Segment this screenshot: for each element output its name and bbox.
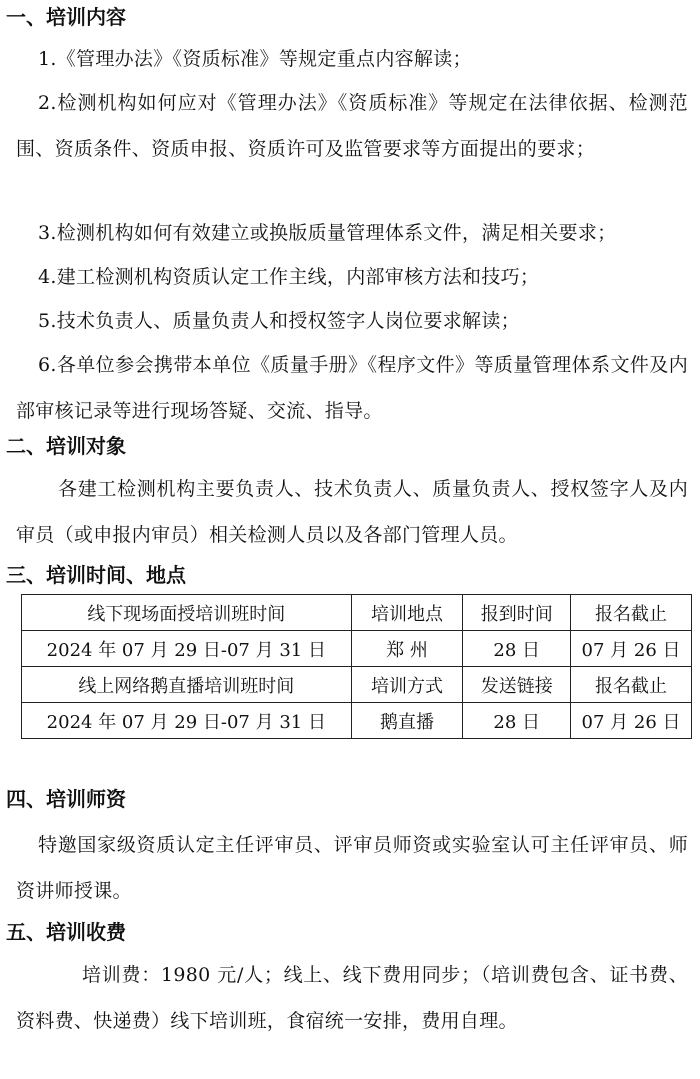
table-cell: 培训地点 xyxy=(351,595,463,631)
table-cell: 报到时间 xyxy=(463,595,571,631)
section-heading-training-fees: 五、培训收费 xyxy=(6,920,126,944)
table-cell: 培训方式 xyxy=(351,667,463,703)
content-item-2: 2.检测机构如何应对《管理办法》《资质标准》等规定在法律依据、检测范围、资质条件、资质申报、资质许可及监管要求等方面提出的要求； xyxy=(16,92,688,160)
content-item-3: 3.检测机构如何有效建立或换版质量管理体系文件，满足相关要求； xyxy=(38,222,617,244)
content-item-1: 1.《管理办法》《资质标准》等规定重点内容解读； xyxy=(38,48,472,70)
schedule-table xyxy=(21,594,692,739)
table-cell: 报名截止 xyxy=(571,667,692,703)
fees-text: 培训费：1980 元/人；线上、线下费用同步；（培训费包含、证书费、资料费、快递费）线下培训班，食宿统一安排，费用自理。 xyxy=(16,964,688,1032)
table-row xyxy=(22,631,692,667)
table-row xyxy=(22,667,692,703)
content-item-4: 4.建工检测机构资质认定工作主线，内部审核方法和技巧； xyxy=(38,266,540,288)
table-row xyxy=(22,595,692,631)
section-heading-training-content: 一、培训内容 xyxy=(6,5,126,29)
table-cell: 线下现场面授培训班时间 xyxy=(22,595,352,631)
table-cell: 2024 年 07 月 29 日-07 月 31 日 xyxy=(22,631,352,667)
table-cell: 28 日 xyxy=(463,703,571,739)
content-item-5: 5.技术负责人、质量负责人和授权签字人岗位要求解读； xyxy=(38,310,520,332)
table-cell: 07 月 26 日 xyxy=(571,703,692,739)
table-cell: 28 日 xyxy=(463,631,571,667)
content-item-6: 6.各单位参会携带本单位《质量手册》《程序文件》等质量管理体系文件及内部审核记录等进行现场答疑、交流、指导。 xyxy=(16,354,688,422)
table-row xyxy=(22,703,692,739)
table-cell: 发送链接 xyxy=(463,667,571,703)
section-heading-instructors: 四、培训师资 xyxy=(6,787,126,811)
table-cell: 线上网络鹅直播培训班时间 xyxy=(22,667,352,703)
section-heading-time-location: 三、培训时间、地点 xyxy=(6,563,186,587)
table-cell: 07 月 26 日 xyxy=(571,631,692,667)
table-cell: 郑 州 xyxy=(351,631,463,667)
instructors-text: 特邀国家级资质认定主任评审员、评审员师资或实验室认可主任评审员、师资讲师授课。 xyxy=(16,834,688,902)
section-heading-training-audience: 二、培训对象 xyxy=(6,434,126,458)
table-cell: 报名截止 xyxy=(571,595,692,631)
audience-text: 各建工检测机构主要负责人、技术负责人、质量负责人、授权签字人及内审员（或申报内审员）相关检测人员以及各部门管理人员。 xyxy=(16,478,688,546)
table-cell: 2024 年 07 月 29 日-07 月 31 日 xyxy=(22,703,352,739)
table-cell: 鹅直播 xyxy=(351,703,463,739)
